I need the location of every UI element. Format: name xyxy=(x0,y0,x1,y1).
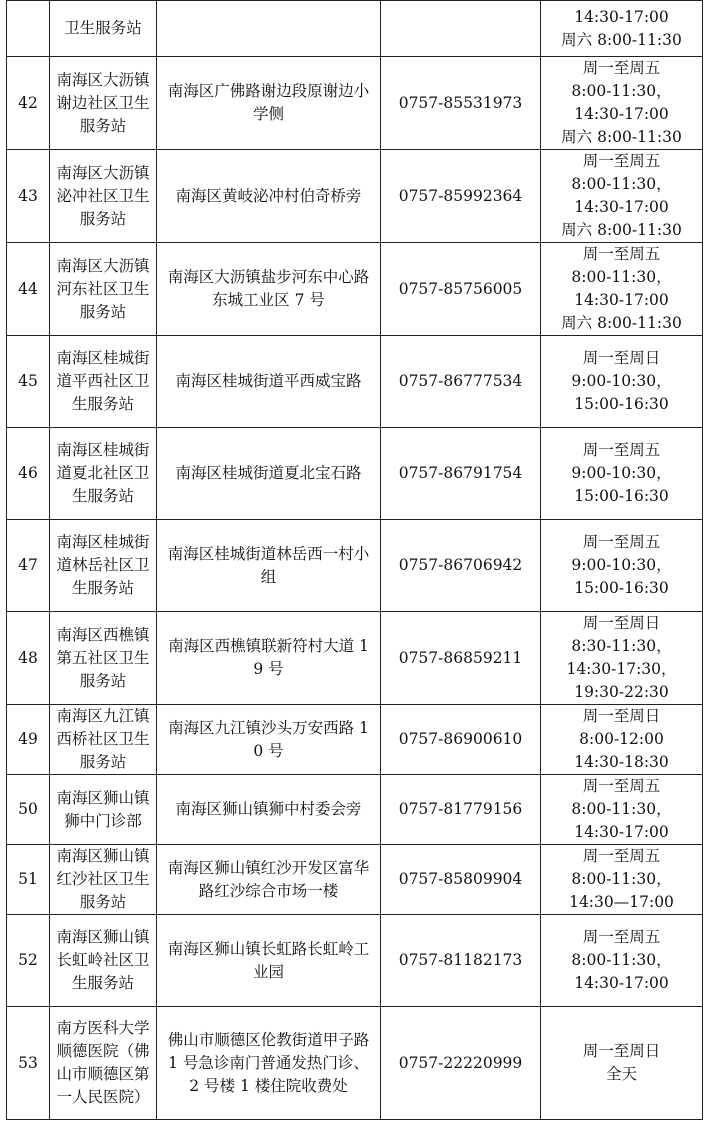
hours-line: 9:00-10:30， xyxy=(571,556,672,574)
hours-line: 15:00-16:30 xyxy=(574,579,669,597)
row-number xyxy=(7,1,50,57)
hours-line: 周一至周日 xyxy=(582,614,661,632)
clinic-address: 南海区桂城街道平西威宝路 xyxy=(157,336,381,428)
clinic-address: 南海区桂城街道夏北宝石路 xyxy=(157,428,381,520)
row-number: 43 xyxy=(7,150,50,243)
row-number: 50 xyxy=(7,775,50,845)
opening-hours xyxy=(541,612,703,705)
clinic-address: 南海区大沥镇盐步河东中心路东城工业区 7 号 xyxy=(157,243,381,336)
hours-line: 8:00-11:30， xyxy=(571,800,672,818)
clinic-phone xyxy=(381,1,541,57)
clinic-name: 南海区桂城街道平西社区卫生服务站 xyxy=(50,336,157,428)
clinic-address: 南海区狮山镇长虹路长虹岭工业园 xyxy=(157,915,381,1007)
clinic-address: 佛山市顺德区伦教街道甲子路 1 号急诊南门普通发热门诊、2 号楼 1 楼住院收费处 xyxy=(157,1007,381,1120)
hours-line: 14:30-17:00 xyxy=(574,291,669,309)
hours-line: 周一至周五 xyxy=(582,847,661,865)
table-row xyxy=(7,915,703,1007)
hours-line: 8:00-11:30， xyxy=(571,268,672,286)
opening-hours xyxy=(541,845,703,915)
hours-line: 周六 8:00-11:30 xyxy=(561,221,682,239)
table-row xyxy=(7,520,703,612)
row-number: 44 xyxy=(7,243,50,336)
clinic-phone: 0757-81182173 xyxy=(381,915,541,1007)
row-number: 52 xyxy=(7,915,50,1007)
table-row xyxy=(7,612,703,705)
hours-line: 周六 8:00-11:30 xyxy=(561,128,682,146)
clinic-name: 南海区大沥镇泌冲社区卫生服务站 xyxy=(50,150,157,243)
hours-line: 14:30—17:00 xyxy=(569,893,674,911)
clinic-name: 南海区狮山镇长虹岭社区卫生服务站 xyxy=(50,915,157,1007)
clinic-phone: 0757-86791754 xyxy=(381,428,541,520)
hours-line: 14:30-17:00 xyxy=(574,7,669,26)
clinic-name: 南方医科大学顺德医院（佛山市顺德区第一人民医院） xyxy=(50,1007,157,1120)
clinic-name: 南海区西樵镇第五社区卫生服务站 xyxy=(50,612,157,705)
clinic-phone: 0757-86706942 xyxy=(381,520,541,612)
hours-line: 周一至周日 xyxy=(582,349,661,367)
hours-line: 9:00-10:30， xyxy=(571,464,672,482)
clinic-address: 南海区西樵镇联新符村大道 19 号 xyxy=(157,612,381,705)
clinic-address: 南海区广佛路谢边段原谢边小学侧 xyxy=(157,57,381,150)
hours-line: 8:00-11:30， xyxy=(571,951,672,969)
table-row xyxy=(7,428,703,520)
hours-line: 全天 xyxy=(605,1065,637,1083)
table-row xyxy=(7,1,703,57)
clinic-phone: 0757-85531973 xyxy=(381,57,541,150)
hours-line: 8:00-11:30， xyxy=(571,870,672,888)
hours-line: 15:00-16:30 xyxy=(574,487,669,505)
opening-hours xyxy=(541,1007,703,1120)
clinic-address: 南海区狮山镇红沙开发区富华路红沙综合市场一楼 xyxy=(157,845,381,915)
opening-hours xyxy=(541,1,703,57)
hours-line: 周一至周五 xyxy=(582,245,661,263)
hours-line: 周一至周日 xyxy=(582,1042,661,1060)
hours-line: 14:30-17:00 xyxy=(574,198,669,216)
clinic-phone: 0757-85992364 xyxy=(381,150,541,243)
clinic-address: 南海区桂城街道林岳西一村小组 xyxy=(157,520,381,612)
clinic-phone: 0757-85809904 xyxy=(381,845,541,915)
hours-line: 19:30-22:30 xyxy=(574,683,669,701)
clinic-phone: 0757-86777534 xyxy=(381,336,541,428)
row-number: 53 xyxy=(7,1007,50,1120)
clinic-name: 南海区桂城街道林岳社区卫生服务站 xyxy=(50,520,157,612)
clinic-table xyxy=(6,0,703,1120)
clinic-name: 卫生服务站 xyxy=(50,1,157,57)
clinic-phone: 0757-81779156 xyxy=(381,775,541,845)
clinic-address: 南海区黄岐泌冲村伯奇桥旁 xyxy=(157,150,381,243)
hours-line: 周一至周日 xyxy=(582,707,661,725)
opening-hours xyxy=(541,150,703,243)
opening-hours xyxy=(541,336,703,428)
hours-line: 周一至周五 xyxy=(582,928,661,946)
clinic-table-body xyxy=(7,1,703,1120)
row-number: 46 xyxy=(7,428,50,520)
clinic-name: 南海区大沥镇谢边社区卫生服务站 xyxy=(50,57,157,150)
hours-line: 周一至周五 xyxy=(582,152,661,170)
clinic-address xyxy=(157,1,381,57)
opening-hours xyxy=(541,243,703,336)
hours-line: 14:30-18:30 xyxy=(574,753,669,771)
hours-line: 14:30-17:30， xyxy=(566,660,677,678)
hours-line: 8:00-11:30， xyxy=(571,82,672,100)
hours-line: 周六 8:00-11:30 xyxy=(561,314,682,332)
opening-hours xyxy=(541,705,703,775)
hours-line: 周六 8:00-11:30 xyxy=(561,30,682,49)
table-row xyxy=(7,243,703,336)
hours-line: 14:30-17:00 xyxy=(574,823,669,841)
opening-hours xyxy=(541,915,703,1007)
clinic-name: 南海区九江镇西桥社区卫生服务站 xyxy=(50,705,157,775)
opening-hours xyxy=(541,57,703,150)
row-number: 48 xyxy=(7,612,50,705)
clinic-name: 南海区狮山镇狮中门诊部 xyxy=(50,775,157,845)
hours-line: 周一至周五 xyxy=(582,59,661,77)
hours-line: 周一至周五 xyxy=(582,441,661,459)
hours-line: 14:30-17:00 xyxy=(574,974,669,992)
clinic-phone: 0757-86900610 xyxy=(381,705,541,775)
hours-line: 8:30-11:30， xyxy=(571,637,672,655)
table-row xyxy=(7,775,703,845)
row-number: 47 xyxy=(7,520,50,612)
row-number: 51 xyxy=(7,845,50,915)
hours-line: 周一至周五 xyxy=(582,777,661,795)
table-row xyxy=(7,1007,703,1120)
table-row xyxy=(7,57,703,150)
table-row xyxy=(7,845,703,915)
clinic-phone: 0757-86859211 xyxy=(381,612,541,705)
table-row xyxy=(7,705,703,775)
hours-line: 14:30-17:00 xyxy=(574,105,669,123)
row-number: 42 xyxy=(7,57,50,150)
clinic-phone: 0757-85756005 xyxy=(381,243,541,336)
opening-hours xyxy=(541,428,703,520)
opening-hours xyxy=(541,520,703,612)
clinic-address: 南海区九江镇沙头万安西路 10 号 xyxy=(157,705,381,775)
hours-line: 8:00-11:30， xyxy=(571,175,672,193)
clinic-name: 南海区大沥镇河东社区卫生服务站 xyxy=(50,243,157,336)
table-row xyxy=(7,336,703,428)
hours-line: 8:00-12:00 xyxy=(579,730,664,748)
hours-line: 15:00-16:30 xyxy=(574,395,669,413)
table-row xyxy=(7,150,703,243)
row-number: 45 xyxy=(7,336,50,428)
row-number: 49 xyxy=(7,705,50,775)
clinic-name: 南海区狮山镇红沙社区卫生服务站 xyxy=(50,845,157,915)
clinic-phone: 0757-22220999 xyxy=(381,1007,541,1120)
clinic-address: 南海区狮山镇狮中村委会旁 xyxy=(157,775,381,845)
hours-line: 9:00-10:30， xyxy=(571,372,672,390)
clinic-name: 南海区桂城街道夏北社区卫生服务站 xyxy=(50,428,157,520)
hours-line: 周一至周五 xyxy=(582,533,661,551)
opening-hours xyxy=(541,775,703,845)
